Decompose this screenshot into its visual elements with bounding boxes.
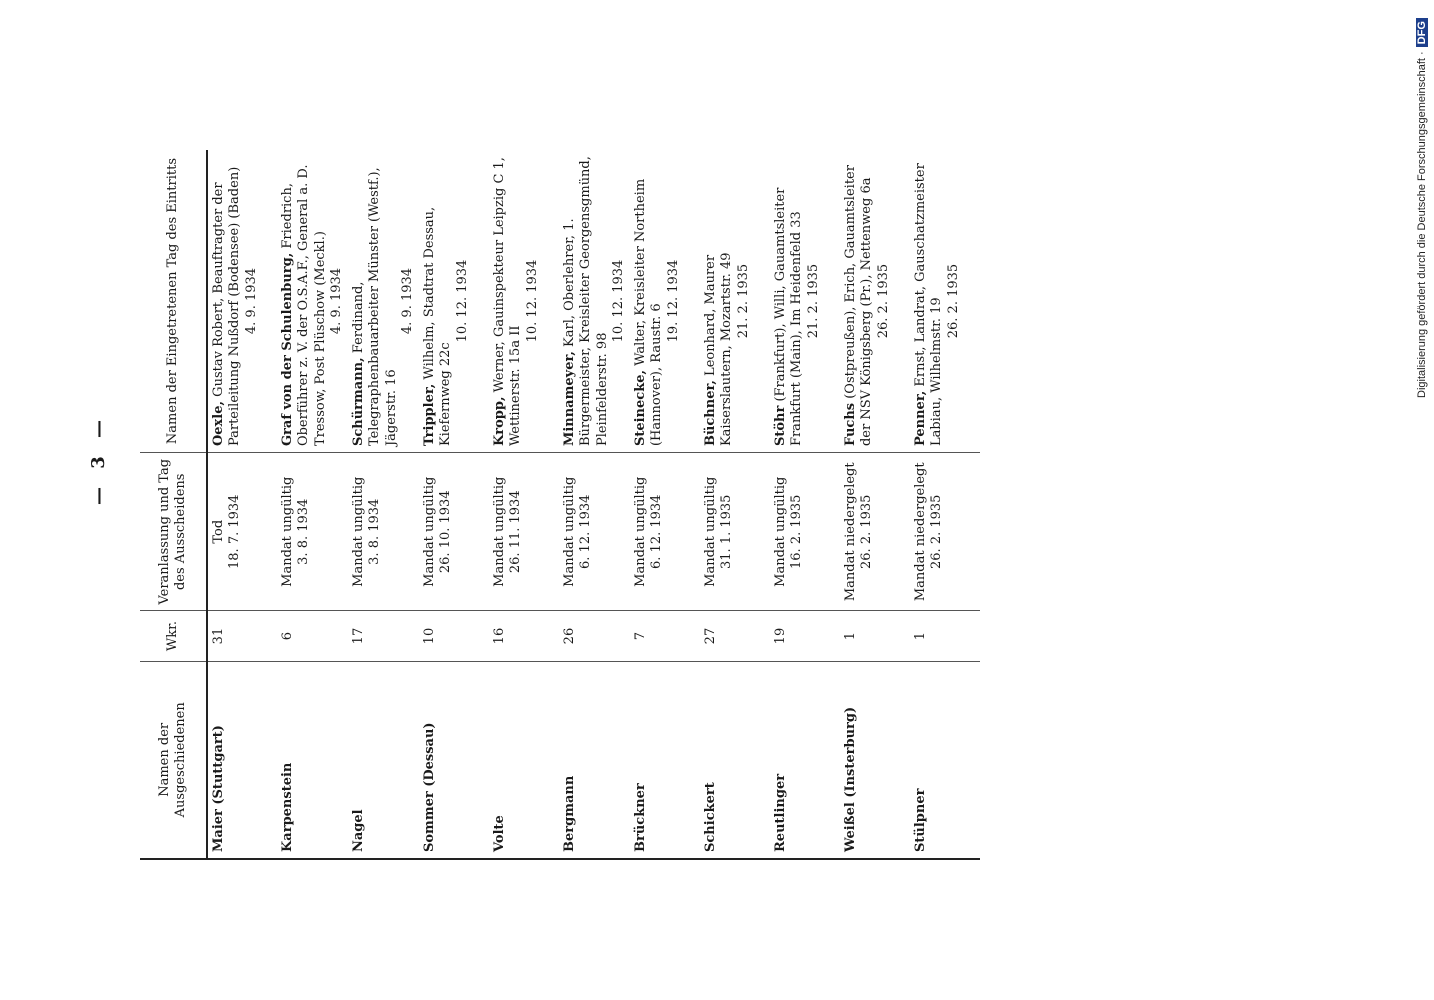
new-member-name: Trippler, — [422, 383, 437, 447]
constituency-number: 17 — [348, 611, 419, 661]
reason-text: Mandat ungültig — [562, 476, 577, 587]
constituency-number: 7 — [630, 611, 700, 661]
reason-text: Mandat ungültig — [492, 476, 507, 587]
table-row — [910, 150, 980, 859]
retired-member-name: Bergmann — [562, 775, 577, 852]
new-member-name: Penner, — [913, 390, 928, 447]
new-member-detail: Gustav Robert, Beauftragter der Parteileitung Nußdorf (Bodensee) (Baden) — [211, 166, 243, 447]
membership-changes-table — [140, 150, 980, 860]
watermark-text: Digitalisierung gefördert durch die Deutsche Forschungsgemeinschaft · — [1416, 51, 1428, 398]
table-row — [840, 150, 910, 859]
entry-date: 10. 12. 1934 — [454, 259, 470, 343]
table-row — [348, 150, 419, 859]
table-row — [207, 150, 277, 859]
table-row — [630, 150, 700, 859]
rotated-page — [88, 140, 1250, 860]
departure-reason — [770, 453, 840, 611]
reason-date: 26. 10. 1934 — [438, 490, 454, 574]
new-member-name: Büchner, — [703, 380, 718, 447]
new-member — [277, 150, 348, 453]
retired-member-name: Schickert — [703, 782, 718, 852]
table-row — [700, 150, 770, 859]
constituency-number: 1 — [840, 611, 910, 661]
table-header-row — [140, 150, 207, 859]
reason-date: 3. 8. 1934 — [296, 498, 312, 565]
reason-date: 26. 2. 1935 — [929, 494, 945, 569]
reason-date: 3. 8. 1934 — [367, 498, 383, 565]
new-member — [348, 150, 419, 453]
reason-date: 31. 1. 1935 — [719, 494, 735, 569]
header-name-in: Namen der Eingetretenen Tag des Eintritts — [140, 150, 207, 453]
new-member-name: Schürmann, — [351, 357, 366, 447]
new-member — [207, 150, 277, 453]
constituency-number: 31 — [207, 611, 277, 661]
entry-date: 10. 12. 1934 — [610, 259, 626, 343]
constituency-number: 10 — [419, 611, 489, 661]
new-member — [419, 150, 489, 453]
entry-date: 10. 12. 1934 — [524, 259, 540, 343]
new-member — [770, 150, 840, 453]
departure-reason — [489, 453, 559, 611]
retired-member-name: Weißel (Insterburg) — [843, 706, 858, 852]
reason-text: Mandat niedergelegt — [913, 462, 928, 602]
new-member-detail: (Frankfurt), Willi, Gauamtsleiter Frankfurt (Main), Im Heidenfeld 33 — [773, 187, 805, 447]
entry-date: 4. 9. 1934 — [399, 267, 415, 335]
retired-member-name: Nagel — [351, 809, 366, 852]
departure-reason — [630, 453, 700, 611]
reason-date: 26. 11. 1934 — [508, 490, 524, 574]
departure-reason — [910, 453, 980, 611]
departure-reason — [559, 453, 630, 611]
reason-text: Mandat ungültig — [351, 476, 366, 587]
retired-member-name: Brückner — [633, 783, 648, 852]
new-member — [630, 150, 700, 453]
new-member-detail: Leonhard, Maurer Kaiserslautern, Mozartstr. 49 — [703, 252, 735, 447]
new-member-detail: (Ostpreußen), Erich, Gauamtsleiter der NSV Königsberg (Pr.), Nettenweg 6a — [843, 165, 875, 447]
new-member-name: Steinecke, — [633, 370, 648, 447]
reason-text: Mandat ungültig — [633, 476, 648, 587]
departure-reason — [348, 453, 419, 611]
constituency-number: 1 — [910, 611, 980, 661]
new-member — [700, 150, 770, 453]
retired-member-name: Sommer (Dessau) — [422, 722, 437, 852]
table-row — [489, 150, 559, 859]
new-member-detail: Ernst, Landrat, Gauschatzmeister Labiau, Wilhelmstr. 19 — [913, 163, 945, 447]
reason-text: Mandat ungültig — [703, 476, 718, 587]
constituency-number: 27 — [700, 611, 770, 661]
constituency-number: 6 — [277, 611, 348, 661]
header-wkr: Wkr. — [140, 611, 207, 661]
departure-reason — [419, 453, 489, 611]
header-name-out: Namen der Ausgeschiedenen — [140, 661, 207, 859]
departure-reason — [700, 453, 770, 611]
entry-date: 4. 9. 1934 — [328, 267, 344, 335]
entry-date: 4. 9. 1934 — [243, 267, 259, 335]
constituency-number: 19 — [770, 611, 840, 661]
new-member — [489, 150, 559, 453]
table-row — [277, 150, 348, 859]
reason-text: Mandat ungültig — [773, 476, 788, 587]
new-member-name: Kropp, — [492, 396, 507, 447]
reason-date: 18. 7. 1934 — [227, 494, 243, 569]
dfg-watermark — [1416, 8, 1434, 408]
new-member — [840, 150, 910, 453]
retired-member-name: Maier (Stuttgart) — [211, 725, 226, 852]
retired-member-name: Reutlinger — [773, 773, 788, 852]
entry-date: 26. 2. 1935 — [945, 263, 961, 339]
reason-text: Mandat ungültig — [422, 476, 437, 587]
new-member-name: Stöhr — [773, 405, 788, 447]
retired-member-name: Volte — [492, 815, 507, 852]
dfg-logo: DFG — [1416, 18, 1428, 47]
reason-date: 26. 2. 1935 — [859, 494, 875, 569]
new-member-name: Fuchs — [843, 402, 858, 447]
retired-member-name: Karpenstein — [280, 762, 295, 852]
new-member-detail: Friedrich, Oberführer z. V. der O.S.A.F., General a. D. Tressow, Post Plüschow (Meckl.) — [280, 164, 328, 447]
entry-date: 19. 12. 1934 — [665, 259, 681, 343]
table-row — [559, 150, 630, 859]
retired-member-name: Stülpner — [913, 788, 928, 852]
new-member-name: Oexle, — [211, 400, 226, 447]
departure-reason — [207, 453, 277, 611]
reason-text: Tod — [211, 519, 226, 544]
table-row — [770, 150, 840, 859]
new-member-detail: Ferdinand, Telegraphenbauarbeiter Münster (Westf.), Jägerstr. 16 — [351, 167, 399, 447]
constituency-number: 16 — [489, 611, 559, 661]
reason-text: Mandat niedergelegt — [843, 462, 858, 602]
new-member — [559, 150, 630, 453]
new-member-name: Graf von der Schulenburg, — [280, 252, 295, 447]
reason-date: 6. 12. 1934 — [649, 494, 665, 569]
header-reason: Veranlassung und Tag des Ausscheidens — [140, 453, 207, 611]
new-member-detail: Walter, Kreisleiter Northeim (Hannover), Raustr. 6 — [633, 178, 665, 447]
reason-date: 16. 2. 1935 — [789, 494, 805, 569]
page-number: — 3 — — [88, 413, 109, 505]
constituency-number: 26 — [559, 611, 630, 661]
new-member-detail: Werner, Gauinspekteur Leipzig C 1, Wettinerstr. 15a II — [492, 157, 524, 447]
entry-date: 21. 2. 1935 — [805, 263, 821, 339]
table-row — [419, 150, 489, 859]
reason-text: Mandat ungültig — [280, 476, 295, 587]
entry-date: 26. 2. 1935 — [875, 263, 891, 339]
new-member-detail: Wilhelm, Stadtrat Dessau, Kiefernweg 22c — [422, 206, 454, 447]
new-member-detail: Karl, Oberlehrer, 1. Bürgermeister, Kreisleiter Georgensgmünd, Pleinfelderstr. 98 — [562, 156, 610, 447]
reason-date: 6. 12. 1934 — [578, 494, 594, 569]
entry-date: 21. 2. 1935 — [735, 263, 751, 339]
departure-reason — [840, 453, 910, 611]
new-member-name: Minnameyer, — [562, 351, 577, 447]
departure-reason — [277, 453, 348, 611]
new-member — [910, 150, 980, 453]
